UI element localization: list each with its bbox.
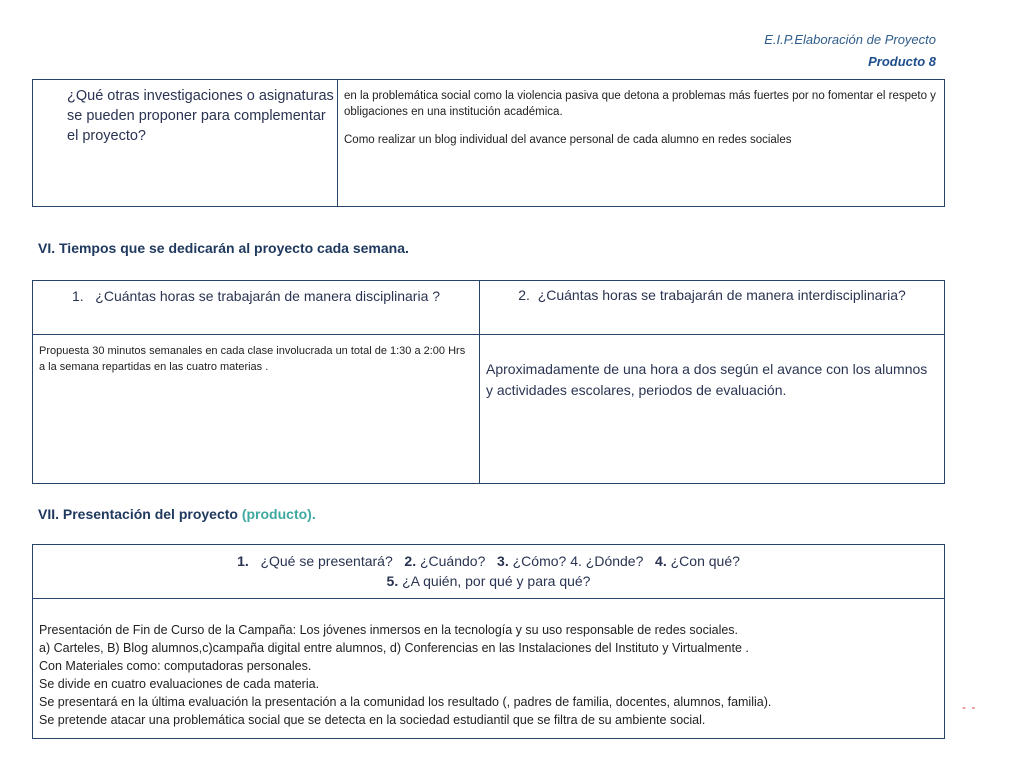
q-to-whom: ¿A quién, por qué y para qué?: [402, 573, 591, 589]
q-how: ¿Cómo?: [512, 553, 567, 569]
investigations-question: ¿Qué otras investigaciones o asignaturas se pueden proponer para complementar el proyecto?: [33, 80, 338, 207]
q-number-4: 4.: [570, 553, 582, 569]
interdisciplinary-hours-header: [480, 281, 945, 335]
section-vii-title-highlight: (producto).: [241, 506, 316, 522]
presentation-questions-header: [33, 545, 945, 599]
presentation-answer-line: a) Carteles, B) Blog alumnos,c)campaña digital entre alumnos, d) Conferencias en las Instalaciones del Instituto y Virtualmente .: [39, 641, 749, 655]
section-vi-title: VI. Tiempos que se dedicarán al proyecto cada semana.: [38, 240, 409, 256]
q-what: ¿Qué se presentará?: [260, 553, 393, 569]
q-number-5: 5.: [386, 573, 399, 589]
disciplinary-hours-header: [33, 281, 480, 335]
investigations-table: [32, 79, 945, 207]
weekly-time-table: [32, 280, 945, 484]
interdisciplinary-hours-answer: Aproximadamente de una hora a dos según el avance con los alumnos y actividades escolares, periodos de evaluación.: [480, 335, 945, 484]
disciplinary-hours-number: 1.: [71, 288, 84, 304]
section-vii-title-text: VII. Presentación del proyecto: [38, 506, 238, 522]
presentation-answer-line: Presentación de Fin de Curso de la Campaña: Los jóvenes inmersos en la tecnología y su uso responsable de redes sociales.: [39, 623, 739, 637]
disciplinary-hours-question: ¿Cuántas horas se trabajarán de manera disciplinaria ?: [95, 288, 441, 304]
disciplinary-hours-answer: Propuesta 30 minutos semanales en cada clase involucrada un total de 1:30 a 2:00 Hrs a la semana repartidas en las cuatro materias .: [33, 335, 480, 484]
presentation-answer-line: Se presentará en la última evaluación la presentación a la comunidad los resultado (, padres de familia, docentes, alumnos, familia).: [39, 695, 772, 709]
q-where: ¿Dónde?: [585, 553, 644, 569]
presentation-answer-line: Con Materiales como: computadoras personales.: [39, 659, 312, 673]
header-project-title: E.I.P.Elaboración de Proyecto: [764, 32, 936, 47]
presentation-questions-line-1: [34, 551, 943, 571]
presentation-answer: [33, 599, 945, 739]
interdisciplinary-hours-number: 2.: [518, 287, 530, 303]
q-number-3: 3.: [497, 553, 509, 569]
investigations-answer-paragraph-2: Como realizar un blog individual del avance personal de cada alumno en redes sociales: [344, 134, 792, 146]
presentation-answer-line: Se divide en cuatro evaluaciones de cada materia.: [39, 677, 320, 691]
presentation-table: [32, 544, 945, 739]
q-number-2: 2.: [404, 553, 417, 569]
presentation-answer-line: Se pretende atacar una problemática social que se detecta en la sociedad estudiantil que se filtra de su ambiente social.: [39, 713, 706, 727]
q-with-what: ¿Con qué?: [670, 553, 740, 569]
q-number-4b: 4.: [655, 553, 667, 569]
investigations-answer-paragraph-1: en la problemática social como la violencia pasiva que detona a problemas más fuertes por no fomentar el respeto y obligaciones en una institución académica.: [344, 90, 936, 118]
section-vii-title: [38, 506, 316, 522]
q-number-1: 1.: [237, 553, 249, 569]
presentation-questions-line-2: [34, 571, 943, 591]
investigations-answer: [338, 80, 945, 207]
margin-mark: - -: [962, 700, 977, 714]
header-product-number: Producto 8: [868, 54, 936, 69]
q-when: ¿Cuándo?: [419, 553, 486, 569]
interdisciplinary-hours-question: ¿Cuántas horas se trabajarán de manera interdisciplinaria?: [537, 287, 906, 303]
